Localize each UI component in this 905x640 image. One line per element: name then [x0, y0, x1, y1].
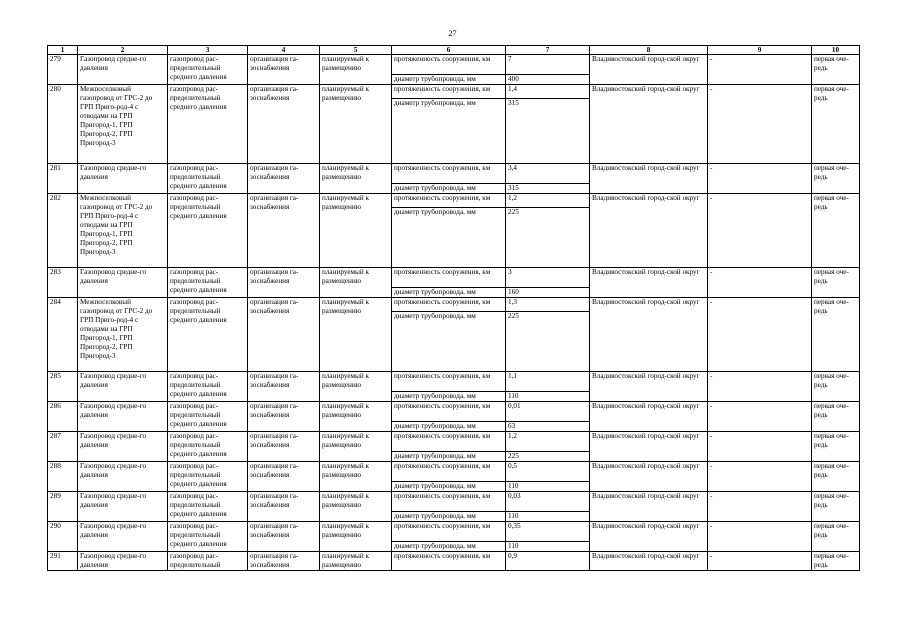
objects-table — [47, 45, 860, 571]
object-type: газопровод рас-пределительный среднего давления — [168, 55, 248, 85]
object-type: газопровод рас-пределительный среднего давления — [168, 522, 248, 552]
table-row — [48, 194, 860, 208]
object-type: газопровод рас-пределительный среднего давления — [168, 298, 248, 372]
object-status: планируемый к размещению — [320, 402, 392, 432]
param-length-value: 0,01 — [506, 402, 590, 422]
param-length-label: протяженность сооружения, км — [392, 492, 506, 512]
table-row — [48, 402, 860, 422]
object-status: планируемый к размещению — [320, 194, 392, 268]
param-length-value: 7 — [506, 55, 590, 75]
object-status: планируемый к размещению — [320, 372, 392, 402]
object-purpose: организация га-зоснабжения — [248, 55, 320, 85]
object-stage: первая оче-редь — [812, 55, 860, 85]
object-zone: - — [708, 298, 812, 372]
param-length-value: 0,03 — [506, 492, 590, 512]
header-cell: 4 — [248, 46, 320, 55]
object-status: планируемый к размещению — [320, 522, 392, 552]
param-diameter-value: 110 — [506, 512, 590, 522]
object-location: Владивостокский город-ской округ — [590, 552, 708, 571]
object-location: Владивостокский город-ской округ — [590, 55, 708, 85]
param-diameter-label: диаметр трубопровода, мм — [392, 512, 506, 522]
object-stage: первая оче-редь — [812, 432, 860, 462]
param-diameter-value: 110 — [506, 392, 590, 402]
row-number: 284 — [48, 298, 78, 372]
param-length-label: протяженность сооружения, км — [392, 85, 506, 99]
row-number: 290 — [48, 522, 78, 552]
row-number: 281 — [48, 164, 78, 194]
table-row — [48, 432, 860, 452]
row-number: 287 — [48, 432, 78, 462]
object-type: газопровод рас-пределительный среднего давления — [168, 432, 248, 462]
object-status: планируемый к размещению — [320, 268, 392, 298]
object-zone: - — [708, 55, 812, 85]
object-purpose: организация га-зоснабжения — [248, 432, 320, 462]
object-status: планируемый к размещению — [320, 164, 392, 194]
object-location: Владивостокский город-ской округ — [590, 372, 708, 402]
page-number: 27 — [448, 29, 457, 38]
object-type: газопровод рас-пределительный среднего давления — [168, 194, 248, 268]
header-cell: 7 — [506, 46, 590, 55]
object-type: газопровод рас-пределительный среднего давления — [168, 402, 248, 432]
param-diameter-label: диаметр трубопровода, мм — [392, 184, 506, 194]
object-purpose: организация га-зоснабжения — [248, 268, 320, 298]
table-row — [48, 164, 860, 184]
object-stage: первая оче-редь — [812, 268, 860, 298]
param-length-label: протяженность сооружения, км — [392, 372, 506, 392]
param-diameter-value: 225 — [506, 452, 590, 462]
param-length-value: 3,4 — [506, 164, 590, 184]
header-cell: 2 — [78, 46, 168, 55]
object-status: планируемый к размещению — [320, 552, 392, 571]
object-stage: первая оче-редь — [812, 552, 860, 571]
object-name: Газопровод средне-го давления — [78, 552, 168, 571]
param-length-value: 0,35 — [506, 522, 590, 542]
object-location: Владивостокский город-ской округ — [590, 268, 708, 298]
param-length-value: 1,4 — [506, 85, 590, 99]
param-length-label: протяженность сооружения, км — [392, 164, 506, 184]
object-stage: первая оче-редь — [812, 298, 860, 372]
object-status: планируемый к размещению — [320, 492, 392, 522]
table-row — [48, 492, 860, 512]
param-diameter-label: диаметр трубопровода, мм — [392, 208, 506, 268]
param-length-label: протяженность сооружения, км — [392, 268, 506, 288]
table-row — [48, 268, 860, 288]
row-number: 282 — [48, 194, 78, 268]
param-diameter-value: 160 — [506, 288, 590, 298]
param-length-value: 3 — [506, 268, 590, 288]
object-location: Владивостокский город-ской округ — [590, 492, 708, 522]
object-stage: первая оче-редь — [812, 372, 860, 402]
object-name: Газопровод средне-го давления — [78, 432, 168, 462]
param-length-label: протяженность сооружения, км — [392, 552, 506, 571]
param-diameter-value: 225 — [506, 312, 590, 372]
object-type: газопровод рас-пределительный среднего давления — [168, 164, 248, 194]
row-number: 283 — [48, 268, 78, 298]
param-diameter-value: 110 — [506, 542, 590, 552]
object-zone: - — [708, 552, 812, 571]
object-status: планируемый к размещению — [320, 85, 392, 164]
param-diameter-label: диаметр трубопровода, мм — [392, 99, 506, 164]
object-type: газопровод рас-пределительный среднего давления — [168, 372, 248, 402]
object-name: Газопровод средне-го давления — [78, 492, 168, 522]
object-name: Газопровод средне-го давления — [78, 522, 168, 552]
table-row — [48, 85, 860, 99]
object-status: планируемый к размещению — [320, 432, 392, 462]
object-location: Владивостокский город-ской округ — [590, 402, 708, 432]
object-stage: первая оче-редь — [812, 522, 860, 552]
object-location: Владивостокский город-ской округ — [590, 85, 708, 164]
object-zone: - — [708, 522, 812, 552]
param-diameter-label: диаметр трубопровода, мм — [392, 422, 506, 432]
object-purpose: организация га-зоснабжения — [248, 402, 320, 432]
param-length-label: протяженность сооружения, км — [392, 298, 506, 312]
param-diameter-label: диаметр трубопровода, мм — [392, 75, 506, 85]
param-diameter-value: 400 — [506, 75, 590, 85]
object-status: планируемый к размещению — [320, 55, 392, 85]
row-number: 288 — [48, 462, 78, 492]
table-row — [48, 462, 860, 482]
object-location: Владивостокский город-ской округ — [590, 432, 708, 462]
object-name: Газопровод средне-го давления — [78, 268, 168, 298]
param-length-label: протяженность сооружения, км — [392, 522, 506, 542]
param-diameter-value: 225 — [506, 208, 590, 268]
object-name: Газопровод средне-го давления — [78, 55, 168, 85]
object-purpose: организация га-зоснабжения — [248, 552, 320, 571]
object-zone: - — [708, 432, 812, 462]
object-location: Владивостокский город-ской округ — [590, 522, 708, 552]
row-number: 286 — [48, 402, 78, 432]
object-location: Владивостокский город-ской округ — [590, 164, 708, 194]
object-purpose: организация га-зоснабжения — [248, 522, 320, 552]
header-cell: 5 — [320, 46, 392, 55]
object-type: газопровод рас-пределительный среднего давления — [168, 85, 248, 164]
object-type: газопровод рас-пределительный среднего давления — [168, 492, 248, 522]
param-length-label: протяженность сооружения, км — [392, 402, 506, 422]
row-number: 285 — [48, 372, 78, 402]
param-length-value: 1,3 — [506, 298, 590, 312]
param-length-value: 1,2 — [506, 194, 590, 208]
object-purpose: организация га-зоснабжения — [248, 194, 320, 268]
object-status: планируемый к размещению — [320, 462, 392, 492]
param-length-value: 0,9 — [506, 552, 590, 571]
header-cell: 9 — [708, 46, 812, 55]
param-diameter-label: диаметр трубопровода, мм — [392, 452, 506, 462]
object-zone: - — [708, 268, 812, 298]
param-length-label: протяженность сооружения, км — [392, 55, 506, 75]
table-row — [48, 522, 860, 542]
table-row — [48, 372, 860, 392]
object-type: газопровод рас-пределительный — [168, 552, 248, 571]
object-type: газопровод рас-пределительный среднего давления — [168, 462, 248, 492]
object-name: Газопровод средне-го давления — [78, 402, 168, 432]
object-name: Газопровод средне-го давления — [78, 164, 168, 194]
table-row — [48, 298, 860, 312]
row-number: 289 — [48, 492, 78, 522]
header-row — [48, 46, 860, 55]
object-stage: первая оче-редь — [812, 194, 860, 268]
object-purpose: организация га-зоснабжения — [248, 164, 320, 194]
row-number: 280 — [48, 85, 78, 164]
param-length-value: 1,1 — [506, 372, 590, 392]
param-length-value: 0,5 — [506, 462, 590, 482]
object-zone: - — [708, 194, 812, 268]
object-zone: - — [708, 85, 812, 164]
object-stage: первая оче-редь — [812, 164, 860, 194]
object-purpose: организация га-зоснабжения — [248, 298, 320, 372]
object-name: Межпоселковый газопровод от ГРС-2 до ГРП Приго-род-4 с отводами на ГРП Пригород-1, ГРП Пригород-2, ГРП Пригород-3 — [78, 85, 168, 164]
param-diameter-value: 63 — [506, 422, 590, 432]
object-name: Газопровод средне-го давления — [78, 372, 168, 402]
object-name: Газопровод средне-го давления — [78, 462, 168, 492]
param-diameter-label: диаметр трубопровода, мм — [392, 288, 506, 298]
object-zone: - — [708, 372, 812, 402]
header-cell: 3 — [168, 46, 248, 55]
object-purpose: организация га-зоснабжения — [248, 462, 320, 492]
object-purpose: организация га-зоснабжения — [248, 492, 320, 522]
param-diameter-value: 315 — [506, 99, 590, 164]
param-diameter-label: диаметр трубопровода, мм — [392, 312, 506, 372]
object-stage: первая оче-редь — [812, 402, 860, 432]
object-location: Владивостокский город-ской округ — [590, 298, 708, 372]
object-zone: - — [708, 402, 812, 432]
param-diameter-label: диаметр трубопровода, мм — [392, 482, 506, 492]
param-length-label: протяженность сооружения, км — [392, 194, 506, 208]
table-row — [48, 55, 860, 75]
header-cell: 8 — [590, 46, 708, 55]
param-diameter-value: 110 — [506, 482, 590, 492]
header-cell: 1 — [48, 46, 78, 55]
header-cell: 6 — [392, 46, 506, 55]
object-zone: - — [708, 164, 812, 194]
object-name: Межпоселковый газопровод от ГРС-2 до ГРП Приго-род-4 с отводами на ГРП Пригород-1, ГРП Пригород-2, ГРП Пригород-3 — [78, 194, 168, 268]
row-number: 291 — [48, 552, 78, 571]
param-diameter-label: диаметр трубопровода, мм — [392, 542, 506, 552]
object-stage: первая оче-редь — [812, 462, 860, 492]
header-cell: 10 — [812, 46, 860, 55]
object-purpose: организация га-зоснабжения — [248, 85, 320, 164]
object-status: планируемый к размещению — [320, 298, 392, 372]
object-name: Межпоселковый газопровод от ГРС-2 до ГРП Приго-род-4 с отводами на ГРП Пригород-1, ГРП Пригород-2, ГРП Пригород-3 — [78, 298, 168, 372]
object-type: газопровод рас-пределительный среднего давления — [168, 268, 248, 298]
object-zone: - — [708, 462, 812, 492]
object-zone: - — [708, 492, 812, 522]
param-length-label: протяженность сооружения, км — [392, 432, 506, 452]
param-diameter-label: диаметр трубопровода, мм — [392, 392, 506, 402]
param-diameter-value: 315 — [506, 184, 590, 194]
object-stage: первая оче-редь — [812, 85, 860, 164]
param-length-label: протяженность сооружения, км — [392, 462, 506, 482]
object-purpose: организация га-зоснабжения — [248, 372, 320, 402]
object-location: Владивостокский город-ской округ — [590, 194, 708, 268]
param-length-value: 1,2 — [506, 432, 590, 452]
row-number: 279 — [48, 55, 78, 85]
table-row — [48, 552, 860, 571]
object-stage: первая оче-редь — [812, 492, 860, 522]
object-location: Владивостокский город-ской округ — [590, 462, 708, 492]
